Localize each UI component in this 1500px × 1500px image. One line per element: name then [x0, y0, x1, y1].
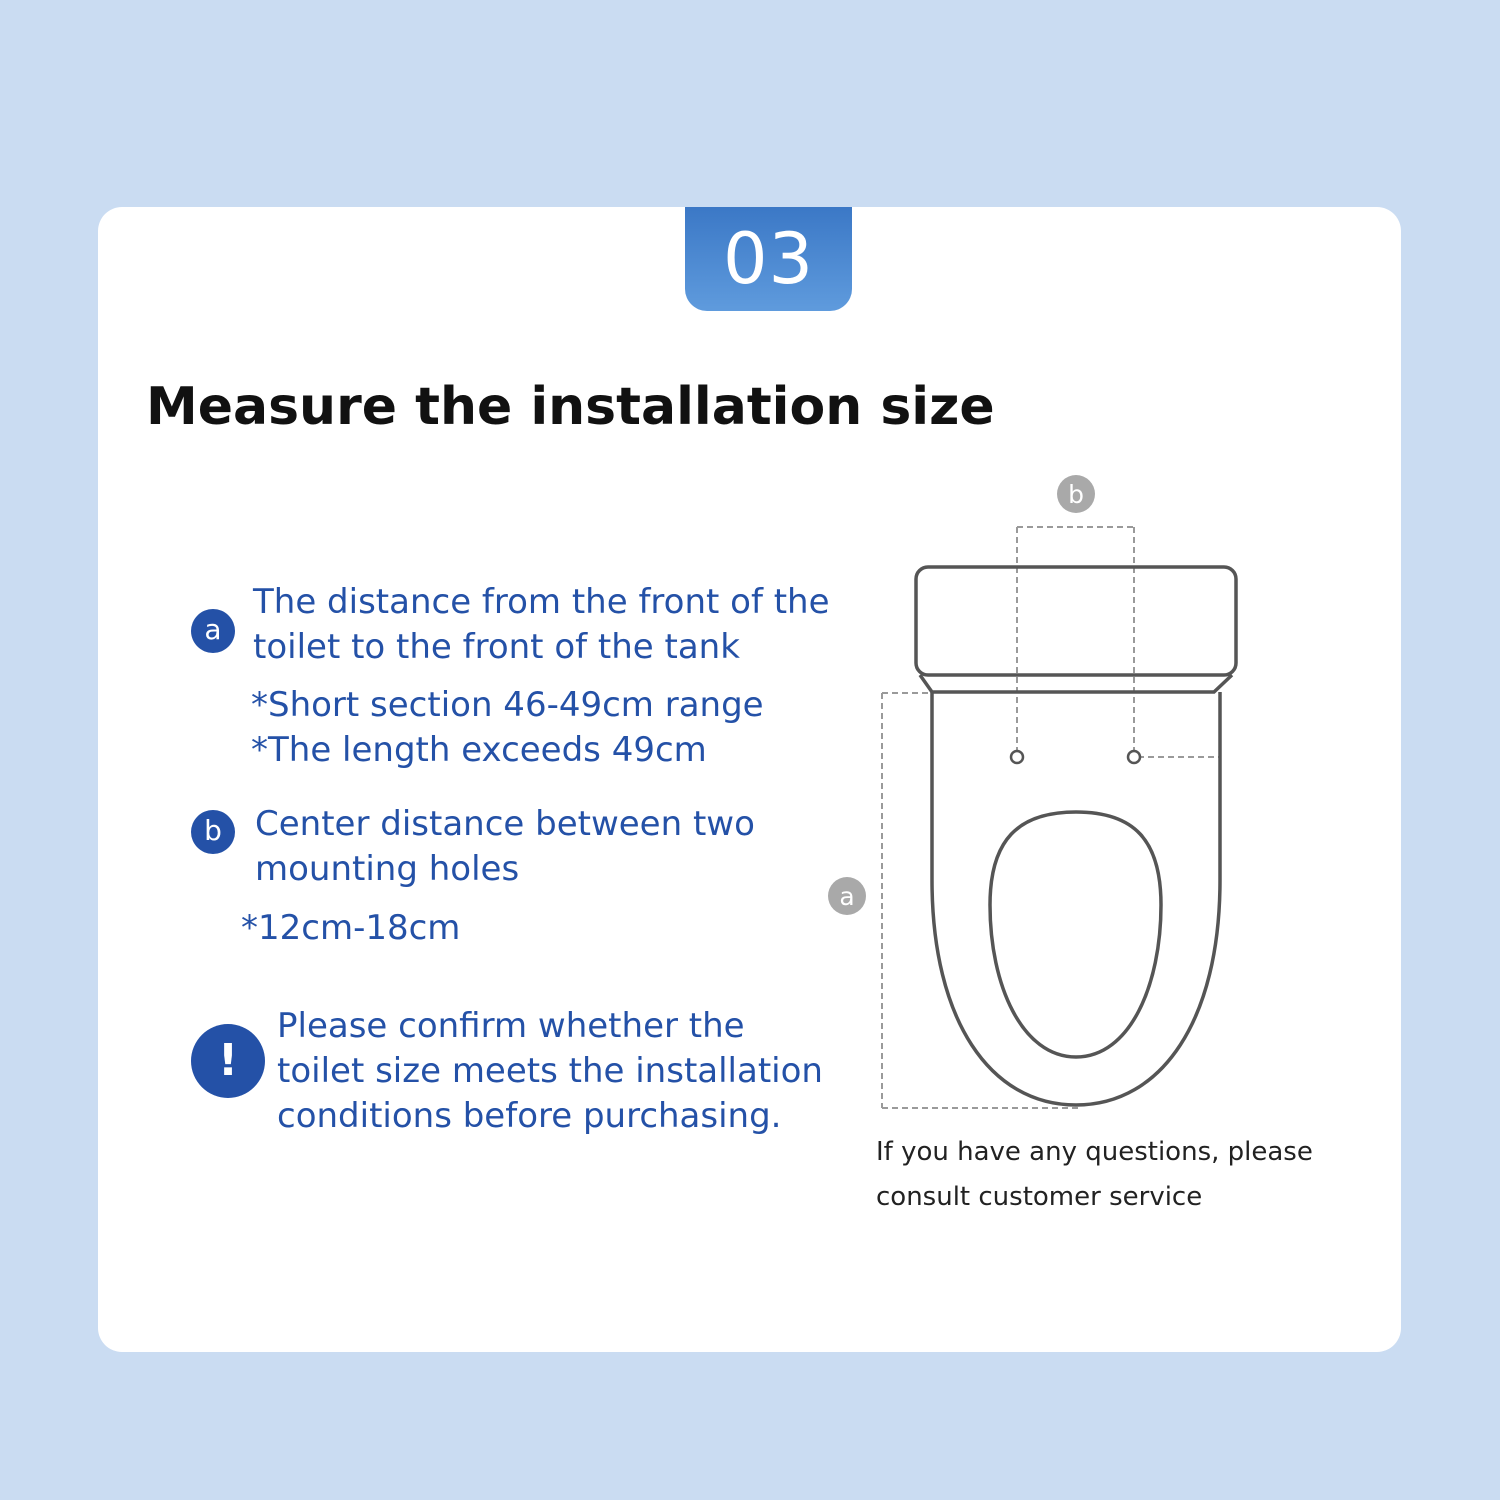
warning-line-3: conditions before purchasing. — [277, 1096, 782, 1136]
warning-icon: ! — [191, 1024, 265, 1098]
item-a-line-1: The distance from the front of the — [253, 582, 830, 622]
step-number-tab: 03 — [685, 207, 852, 311]
item-b-line-1: Center distance between two — [255, 804, 755, 844]
marker-a-badge: a — [191, 609, 235, 653]
help-line-1: If you have any questions, please — [876, 1137, 1313, 1167]
mounting-hole-right — [1128, 751, 1140, 763]
help-line-2: consult customer service — [876, 1182, 1203, 1212]
marker-b-badge: b — [191, 810, 235, 854]
tank-base — [920, 675, 1232, 692]
item-b-line-2: mounting holes — [255, 849, 520, 889]
dimension-a-letter: a — [839, 882, 855, 911]
warning-line-2: toilet size meets the installation — [277, 1051, 823, 1091]
toilet-tank — [916, 567, 1236, 675]
dimension-b-label — [1057, 475, 1095, 513]
page-title: Measure the installation size — [146, 377, 995, 437]
dimension-b-letter: b — [1068, 480, 1084, 509]
toilet-seat-opening — [990, 812, 1161, 1057]
item-a-line-2: toilet to the front of the tank — [253, 627, 740, 667]
toilet-dimension-diagram — [820, 460, 1280, 1130]
mounting-holes — [1011, 751, 1140, 763]
item-b-note-1: *12cm-18cm — [241, 908, 461, 948]
toilet-outline — [916, 567, 1236, 1105]
dimension-b-bracket — [1017, 527, 1134, 750]
toilet-bowl — [932, 692, 1220, 1105]
warning-line-1: Please confirm whether the — [277, 1006, 745, 1046]
item-a-note-1: *Short section 46-49cm range — [251, 685, 764, 725]
dimension-a-label — [828, 877, 866, 915]
mounting-hole-left — [1011, 751, 1023, 763]
item-a-note-2: *The length exceeds 49cm — [251, 730, 707, 770]
